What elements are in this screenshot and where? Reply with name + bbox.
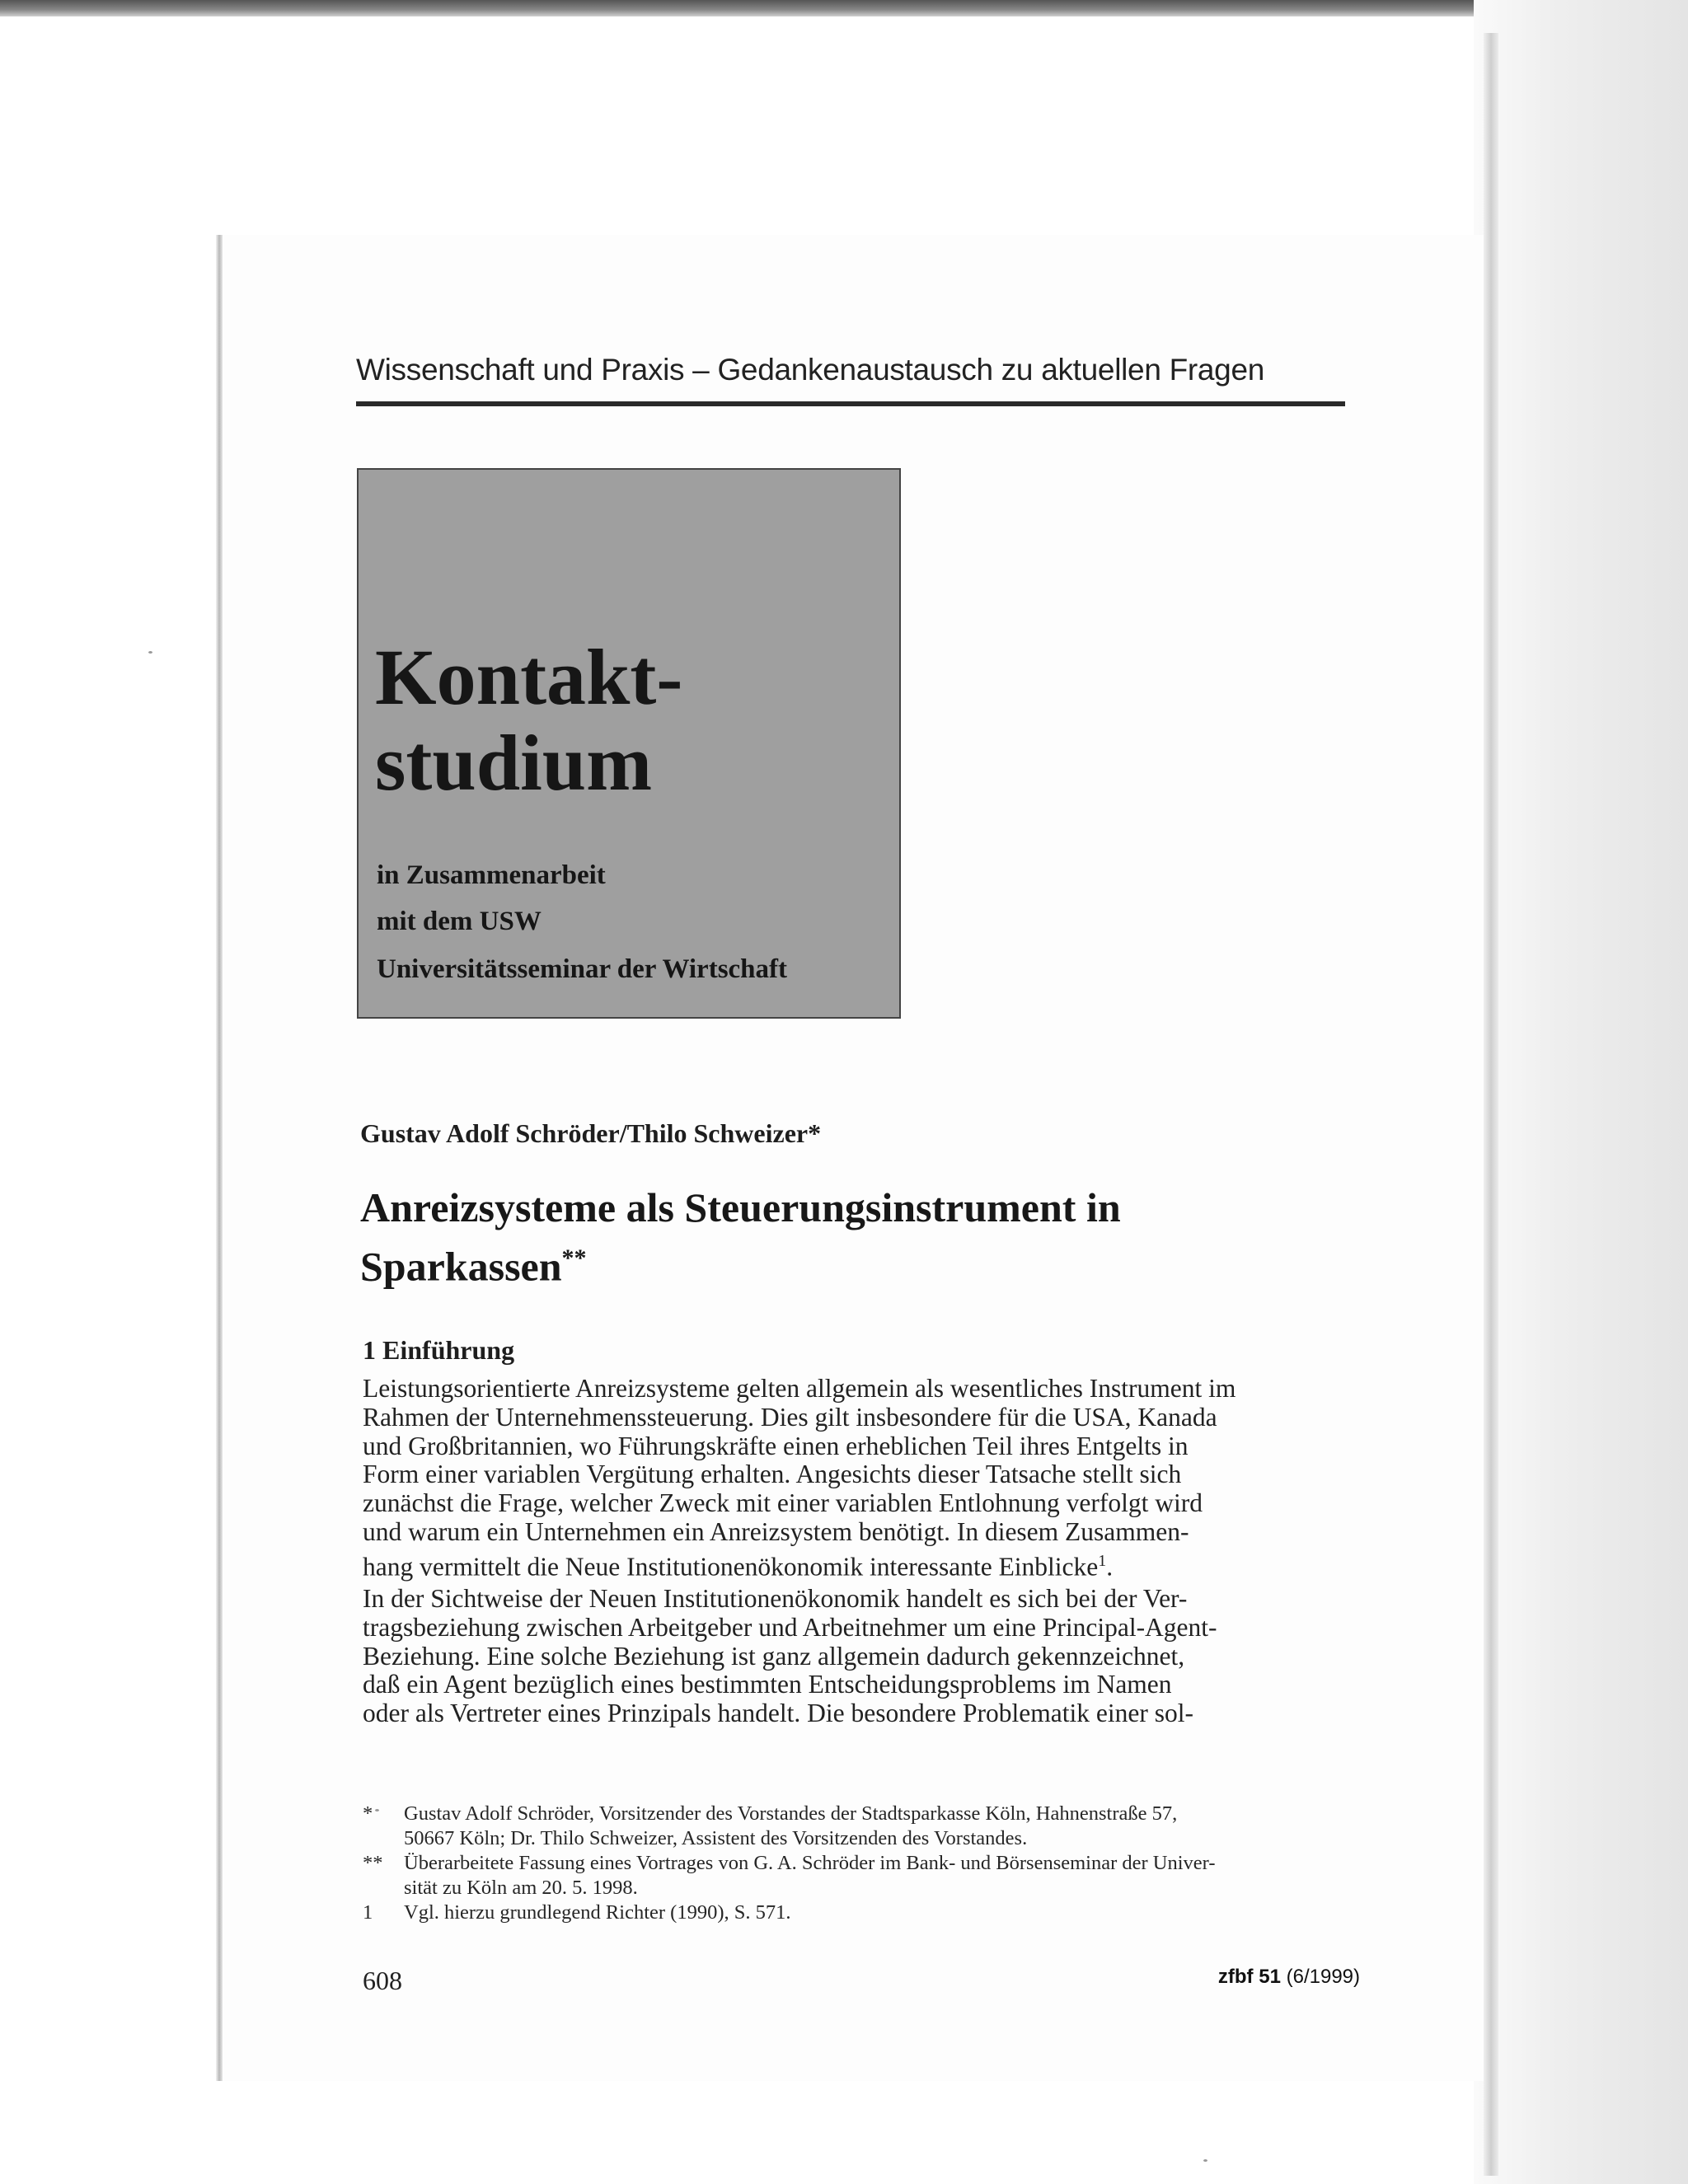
box-title-line-1: Kontakt-	[375, 633, 683, 721]
paragraph-2	[363, 1585, 1357, 1728]
scan-speck	[148, 651, 152, 654]
footnote-3	[363, 1900, 1357, 1925]
page-fold	[1484, 33, 1498, 2176]
footnote-2-line-1	[363, 1851, 1357, 1876]
footnote-1-line-2: 50667 Köln; Dr. Thilo Schweizer, Assistent des Vorsitzenden des Vorstandes.	[404, 1827, 1028, 1849]
page-number: 608	[363, 1966, 402, 1995]
scan-shadow	[1474, 0, 1688, 2184]
box-subtitle-2: mit dem USW	[377, 907, 542, 936]
title-footnote-marker: **	[561, 1244, 587, 1272]
footnote-marker: **	[363, 1852, 383, 1874]
header-rule	[356, 401, 1345, 406]
paragraph-line: oder als Vertreter eines Prinzipals handelt. Die besondere Problematik einer sol-	[363, 1699, 1193, 1728]
paragraph-line: Beziehung. Eine solche Beziehung ist ganz allgemein dadurch gekennzeichnet,	[363, 1641, 1185, 1671]
footnote-3-line-1	[363, 1900, 1357, 1925]
journal-volume: 51	[1259, 1966, 1281, 1988]
journal-name: zfbf	[1217, 1966, 1254, 1988]
page-left-edge	[216, 235, 223, 2081]
footnote-text: Gustav Adolf Schröder, Vorsitzender des Vorstandes der Stadtsparkasse Köln, Hahnenstraße 57,	[404, 1802, 1178, 1825]
paragraph-line-last: hang vermittelt die Neue Institutionenökonomik interessante Einblicke$^1$.	[363, 1551, 1114, 1582]
footnote-marker: 1	[363, 1901, 373, 1924]
paragraph-line: In der Sichtweise der Neuen Institutionenökonomik handelt es sich bei der Ver-	[363, 1584, 1188, 1613]
footnote-2	[363, 1851, 1357, 1900]
article-authors: Gustav Adolf Schröder/Thilo Schweizer*	[360, 1118, 822, 1148]
article-title-line-1: Anreizsysteme als Steuerungsinstrument in	[360, 1184, 1121, 1230]
scan-speck	[1203, 2159, 1207, 2162]
box-subtitle-3: Universitätsseminar der Wirtschaft	[377, 954, 788, 984]
journal-issue: (6/1999)	[1286, 1966, 1360, 1988]
footnote-text: Vgl. hierzu grundlegend Richter (1990), S. 571.	[404, 1901, 791, 1924]
footnote-ref: 1	[1098, 1551, 1107, 1570]
scan-speck	[375, 1809, 379, 1811]
footnote-text: Überarbeitete Fassung eines Vortrages von G. A. Schröder im Bank- und Börsenseminar der Univer-	[404, 1852, 1216, 1874]
paragraph-line: Leistungsorientierte Anreizsysteme gelten allgemein als wesentliches Instrument im	[363, 1374, 1236, 1403]
paragraph-1	[363, 1375, 1357, 1582]
footnote-1-line-1	[363, 1802, 1357, 1826]
section-heading: 1 Einführung	[363, 1335, 515, 1365]
paragraph-line: tragsbeziehung zwischen Arbeitgeber und Arbeitnehmer um eine Principal-Agent-	[363, 1612, 1217, 1642]
article-title	[360, 1182, 1349, 1292]
kontaktstudium-box	[357, 468, 901, 1019]
scan-top-edge	[0, 0, 1688, 16]
box-title-line-2: studium	[375, 719, 653, 807]
paragraph-last-text: hang vermittelt die Neue Institutionenökonomik interessante Einblicke	[363, 1552, 1099, 1582]
paragraph-line: und warum ein Unternehmen ein Anreizsystem benötigt. In diesem Zusammen-	[363, 1516, 1189, 1546]
running-header: Wissenschaft und Praxis – Gedankenaustausch zu aktuellen Fragen	[356, 353, 1265, 387]
paragraph-line: Rahmen der Unternehmenssteuerung. Dies gilt insbesondere für die USA, Kanada	[363, 1402, 1217, 1432]
box-subtitle-1: in Zusammenarbeit	[377, 860, 606, 890]
paragraph-line: Form einer variablen Vergütung erhalten. Angesichts dieser Tatsache stellt sich	[363, 1460, 1182, 1489]
footnote-1	[363, 1802, 1357, 1851]
footnote-marker: *	[363, 1802, 373, 1825]
paragraph-line: daß ein Agent bezüglich eines bestimmten Entscheidungsproblems im Namen	[363, 1670, 1172, 1699]
article-title-text: Sparkassen	[360, 1243, 562, 1290]
paragraph-line: und Großbritannien, wo Führungskräfte einen erheblichen Teil ihres Entgelts in	[363, 1431, 1189, 1460]
paragraph-line: zunächst die Frage, welcher Zweck mit einer variablen Entlohnung verfolgt wird	[363, 1488, 1203, 1518]
box-title	[375, 635, 682, 806]
journal-citation	[1162, 1966, 1360, 1989]
article-title-line-2	[360, 1233, 1349, 1292]
footnote-2-line-2: sität zu Köln am 20. 5. 1998.	[404, 1877, 638, 1899]
